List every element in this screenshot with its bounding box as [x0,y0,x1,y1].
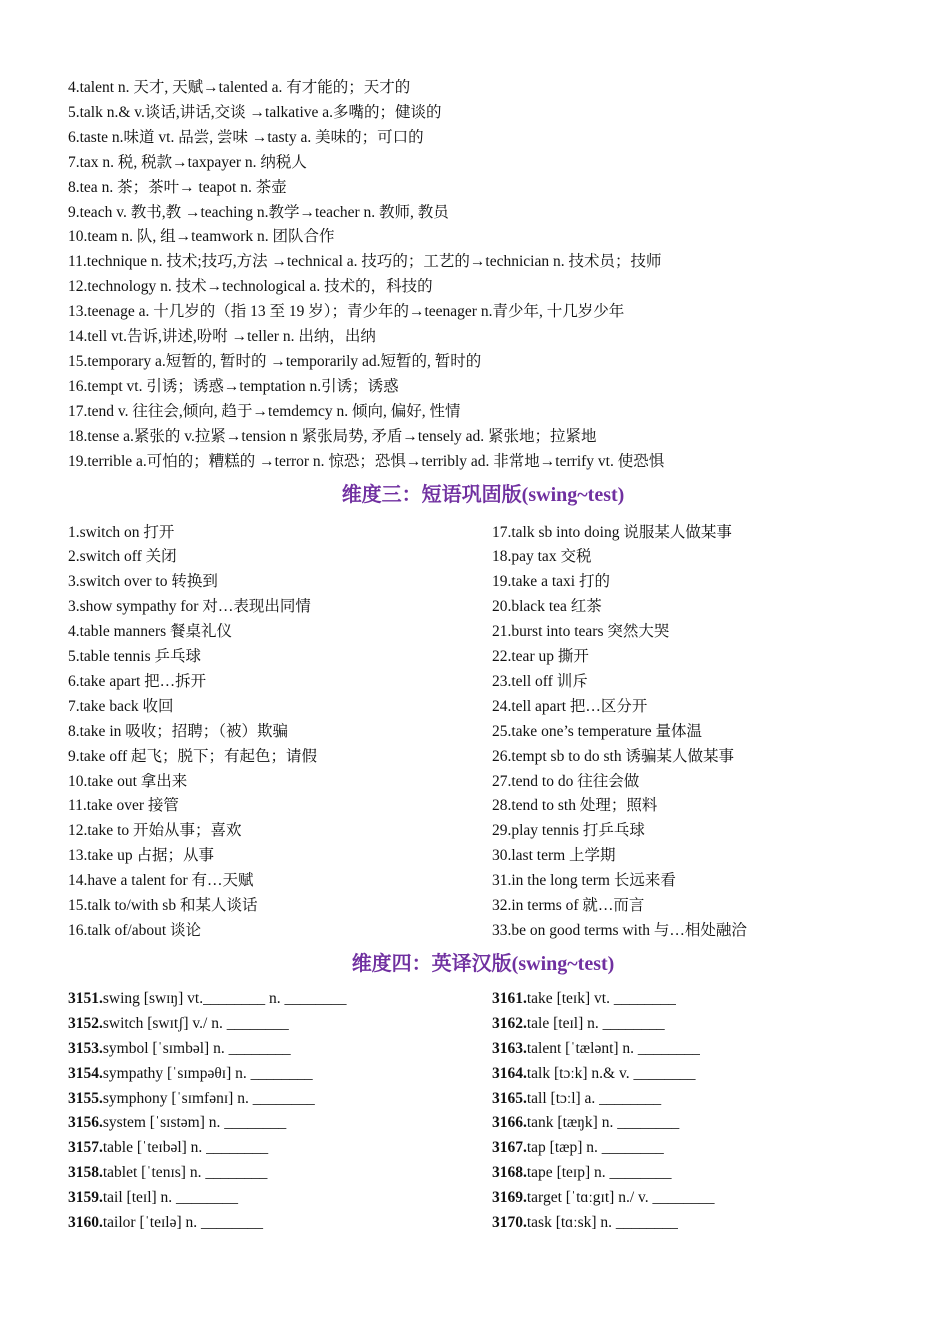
phrase-item: 21.burst into tears 突然大哭 [492,623,670,641]
phrase-item: 25.take one’s temperature 量体温 [492,722,703,740]
vocab-text: switch [swɪtʃ] v./ n. ________ [102,1014,289,1032]
phrase-item: 24.tell apart 把…区分开 [492,697,648,715]
vocab-item [492,1211,898,1236]
vocab-text: symphony [ˈsɪmfənɪ] n. ________ [102,1089,315,1107]
vocab-item [492,1186,898,1211]
word-family-entry: 13.teenage a. 十几岁的（指 13 至 19 岁）；青少年的→teenager n.青少年, 十几岁少年 [68,303,625,321]
vocab-text: table [ˈteɪbəl] n. ________ [102,1139,269,1157]
phrase-item: 26.tempt sb to do sth 诱骗某人做某事 [492,747,734,765]
vocab-item [68,1186,492,1211]
vocab-number: 3169. [492,1189,527,1207]
vocab-number: 3161. [492,989,527,1007]
word-family-entry: 16.tempt vt. 引诱；诱惑→temptation n.引诱；诱惑 [68,377,399,395]
phrase-item: 13.take up 占据；从事 [68,847,214,865]
vocab-number: 3167. [492,1139,527,1157]
vocab-item [68,1012,492,1037]
vocab-number: 3152. [68,1014,103,1032]
vocab-number: 3157. [68,1139,103,1157]
vocab-item [492,1087,898,1112]
vocab-item [492,1062,898,1087]
phrase-item: 27.tend to do 往往会做 [492,772,640,790]
word-family-entry: 15.temporary a.短暂的, 暂时的 →temporarily ad.短暂的, 暂时的 [68,352,482,370]
phrase-item: 2.switch off 关闭 [68,548,177,566]
vocab-column-right [492,987,898,1236]
phrase-item: 3.switch over to 转换到 [68,573,218,591]
vocab-text: symbol [ˈsɪmbəl] n. ________ [102,1039,291,1057]
phrase-item: 4.table manners 餐桌礼仪 [68,623,233,641]
phrase-item: 1.switch on 打开 [68,523,175,541]
vocab-number: 3164. [492,1064,527,1082]
word-family-entry: 5.talk n.& v.谈话,讲话,交谈 →talkative a.多嘴的；健谈的 [68,103,442,121]
vocab-number: 3154. [68,1064,103,1082]
vocab-text: system [ˈsɪstəm] n. ________ [102,1114,287,1132]
word-family-entry: 18.tense a.紧张的 v.拉紧→tension n 紧张局势, 矛盾→tensely ad. 紧张地；拉紧地 [68,427,597,445]
word-family-entry: 6.taste n.味道 vt. 品尝, 尝味 →tasty a. 美味的；可口的 [68,128,424,146]
phrase-item: 29.play tennis 打乒乓球 [492,822,645,840]
phrase-item: 32.in terms of 就…而言 [492,897,645,915]
vocab-number: 3166. [492,1114,527,1132]
phrase-item: 5.table tennis 乒乓球 [68,648,202,666]
phrase-item: 19.take a taxi 打的 [492,573,610,591]
phrase-item: 30.last term 上学期 [492,847,616,865]
vocab-number: 3158. [68,1164,103,1182]
phrase-item: 6.take apart 把…拆开 [68,672,207,690]
section-four-title: 维度四：英译汉版(swing~test) [351,952,615,975]
vocab-item [68,1087,492,1112]
vocab-number: 3162. [492,1014,527,1032]
vocab-number: 3165. [492,1089,527,1107]
vocab-number: 3153. [68,1039,103,1057]
word-family-list [68,76,898,475]
vocab-item [68,1211,492,1236]
phrase-item: 16.talk of/about 谈论 [68,922,202,939]
word-family-entry: 12.technology n. 技术→technological a. 技术的，科技的 [68,278,433,296]
phrase-item: 10.take out 拿出来 [68,772,188,790]
vocab-item [492,1012,898,1037]
vocab-number: 3168. [492,1164,527,1182]
vocab-column-left [68,987,492,1236]
section-three-title: 维度三：短语巩固版(swing~test) [341,483,625,506]
vocab-text: talk [tɔːk] n.& v. ________ [526,1064,696,1082]
word-family-entry: 10.team n. 队, 组→teamwork n. 团队合作 [68,228,335,246]
vocab-text: target [ˈtɑːgɪt] n./ v. ________ [526,1189,715,1207]
vocab-number: 3155. [68,1089,103,1107]
phrase-item: 7.take back 收回 [68,697,174,715]
vocab-number: 3170. [492,1214,527,1232]
vocab-item [492,1037,898,1062]
vocab-text: tail [teɪl] n. ________ [102,1189,239,1207]
word-family-entry: 14.tell vt.告诉,讲述,吩咐 →teller n. 出纳，出纳 [68,328,376,346]
phrase-item: 3.show sympathy for 对…表现出同情 [68,598,311,616]
vocab-item [68,1111,492,1136]
phrase-item: 33.be on good terms with 与…相处融洽 [492,922,747,939]
vocab-text: talent [ˈtælənt] n. ________ [526,1039,700,1057]
phrase-item: 23.tell off 训斥 [492,672,588,690]
vocab-text: tape [teɪp] n. ________ [526,1164,672,1182]
vocab-item [492,1111,898,1136]
vocab-number: 3163. [492,1039,527,1057]
vocab-number: 3156. [68,1114,103,1132]
phrase-item: 15.talk to/with sb 和某人谈话 [68,897,258,915]
vocab-item [68,1037,492,1062]
vocab-text: sympathy [ˈsɪmpəθɪ] n. ________ [102,1064,313,1082]
vocab-text: tank [tæŋk] n. ________ [526,1114,680,1132]
vocab-item [492,1161,898,1186]
word-family-entry: 11.technique n. 技术;技巧,方法 →technical a. 技巧的；工艺的→technician n. 技术员；技师 [68,253,662,271]
vocab-text: take [teɪk] vt. ________ [526,989,676,1007]
word-family-entry: 4.talent n. 天才, 天赋→talented a. 有才能的；天才的 [68,79,411,96]
vocab-number: 3159. [68,1189,103,1207]
vocab-item [68,1161,492,1186]
vocab-number: 3151. [68,989,103,1007]
vocab-text: tailor [ˈteɪlə] n. ________ [102,1214,263,1232]
phrase-item: 31.in the long term 长远来看 [492,872,676,890]
phrase-item: 12.take to 开始从事；喜欢 [68,822,242,840]
phrase-item: 11.take over 接管 [68,797,179,815]
vocab-item [492,987,898,1012]
document-page [68,76,898,1236]
word-family-entry: 7.tax n. 税, 税款→taxpayer n. 纳税人 [68,153,307,171]
vocab-text: tale [teɪl] n. ________ [526,1014,665,1032]
word-family-entry: 8.tea n. 茶；茶叶→ teapot n. 茶壶 [68,178,287,196]
vocab-text: task [tɑːsk] n. ________ [526,1214,678,1232]
word-family-entry: 17.tend v. 往往会,倾向, 趋于→temdemcy n. 倾向, 偏好, 性情 [68,402,461,420]
vocab-item [68,1062,492,1087]
phrase-column-left [68,521,492,944]
phrase-item: 9.take off 起飞；脱下；有起色；请假 [68,747,317,765]
phrase-item: 14.have a talent for 有…天赋 [68,872,254,890]
phrase-item: 20.black tea 红茶 [492,598,602,616]
vocab-text: tablet [ˈtenɪs] n. ________ [102,1164,268,1182]
vocab-item [68,987,492,1012]
vocab-number: 3160. [68,1214,103,1232]
vocab-text: tall [tɔːl] a. ________ [526,1089,662,1107]
vocab-text: swing [swɪŋ] vt.________ n. ________ [102,989,347,1007]
vocab-columns [68,987,898,1236]
word-family-entry: 9.teach v. 教书,教 →teaching n.教学→teacher n. 教师, 教员 [68,203,449,221]
vocab-text: tap [tæp] n. ________ [526,1139,664,1157]
phrase-item: 18.pay tax 交税 [492,548,592,566]
vocab-item [492,1136,898,1161]
vocab-item [68,1136,492,1161]
phrase-item: 17.talk sb into doing 说服某人做某事 [492,523,732,541]
phrase-item: 28.tend to sth 处理；照料 [492,797,658,815]
phrase-item: 8.take in 吸收；招聘；（被）欺骗 [68,722,288,740]
phrase-columns [68,521,898,944]
phrase-item: 22.tear up 撕开 [492,648,589,666]
word-family-entry: 19.terrible a.可怕的；糟糕的 →terror n. 惊恐；恐惧→terribly ad. 非常地→terrify vt. 使恐惧 [68,452,665,470]
phrase-column-right [492,521,898,944]
